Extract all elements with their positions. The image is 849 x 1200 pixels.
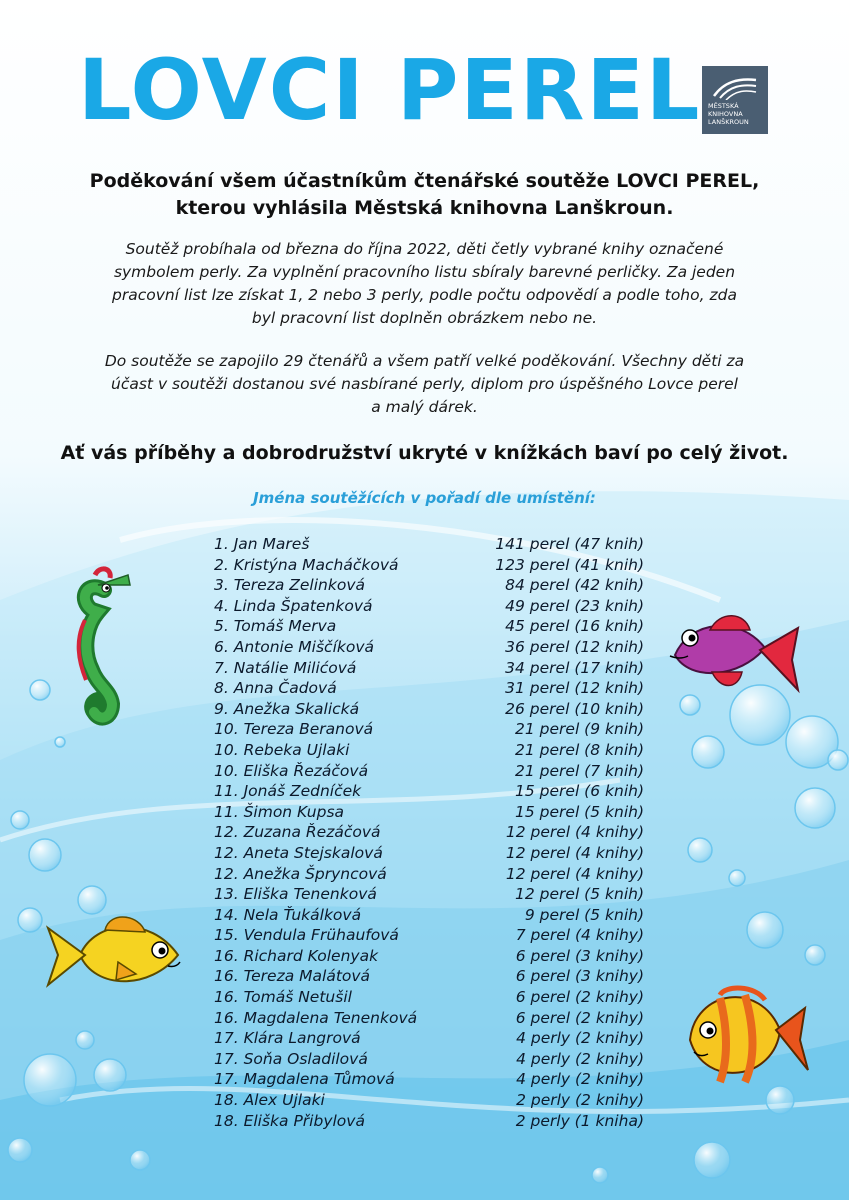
contestant-score: 21 perel (7 knih): [515, 761, 644, 780]
contestant-score: 15 perel (5 knih): [515, 802, 644, 821]
contestant-name: 1. Jan Mareš: [214, 535, 310, 553]
list-item: [214, 678, 644, 699]
contestant-name: 6. Antonie Miščíková: [214, 637, 375, 656]
contestant-score: 15 perel (6 knih): [515, 782, 644, 801]
contestant-score: 6 perel (3 knihy): [515, 967, 644, 986]
library-logo: [702, 66, 768, 134]
list-item: [214, 637, 644, 658]
list-item: [214, 884, 644, 905]
contestant-name: 12. Zuzana Řezáčová: [214, 823, 381, 842]
list-item: [214, 802, 644, 823]
contestant-name: 10. Eliška Řezáčová: [214, 761, 369, 780]
list-item: [214, 575, 644, 596]
contestant-name: 16. Tomáš Netušil: [214, 988, 352, 1007]
contestant-score: 6 perel (2 knihy): [515, 988, 644, 1007]
contestant-score: 4 perly (2 knihy): [516, 1070, 644, 1089]
contestant-name: 17. Soňa Osladilová: [214, 1049, 368, 1068]
list-item: [214, 925, 644, 946]
contestant-name: 7. Natálie Milićová: [214, 658, 357, 677]
list-item: [214, 1090, 644, 1111]
contestant-score: 6 perel (2 knihy): [515, 1008, 644, 1027]
list-item: [214, 740, 644, 761]
list-item: [214, 864, 644, 885]
contestant-name: 10. Tereza Beranová: [214, 720, 374, 739]
list-item: [214, 1049, 644, 1070]
contestant-score: 45 perel (16 knih): [505, 617, 644, 636]
contestant-score: 141 perel (47 knih): [495, 535, 644, 553]
contestant-name: 5. Tomáš Merva: [214, 617, 337, 636]
contestant-score: 26 perel (10 knih): [505, 699, 644, 718]
contestant-score: 6 perel (3 knihy): [515, 946, 644, 965]
contestant-name: 16. Magdalena Tenenková: [214, 1008, 418, 1027]
thanks-paragraph: Do soutěže se zapojilo 29 čtenářů a všem patří velké poděkování. Všechny děti za účast v soutěži dostanou své nasbírané perly, diplom pro úspěšného Lovce perel a malý dárek.: [104, 352, 745, 416]
contestant-score: 12 perel (4 knihy): [505, 823, 644, 842]
book-icon: [710, 72, 760, 100]
contestant-score: 36 perel (12 knih): [505, 637, 644, 656]
page-title: LOVCI PEREL: [78, 41, 702, 139]
contestant-score: 2 perly (2 knihy): [516, 1091, 644, 1110]
list-item: [214, 822, 644, 843]
list-item: [214, 534, 644, 555]
contestant-name: 18. Eliška Přibylová: [214, 1111, 365, 1130]
contestant-name: 11. Jonáš Zedníček: [214, 782, 362, 801]
contestant-name: 11. Šimon Kupsa: [214, 802, 345, 821]
contestant-name: 10. Rebeka Ujlaki: [214, 740, 350, 759]
contestant-name: 17. Magdalena Tůmová: [214, 1070, 395, 1089]
list-item: [214, 1008, 644, 1029]
list-item: [214, 843, 644, 864]
contestant-name: 9. Anežka Skalická: [214, 699, 360, 718]
contestant-name: 16. Tereza Malátová: [214, 967, 371, 986]
list-item: [214, 966, 644, 987]
contestant-score: 123 perel (41 knih): [495, 555, 644, 574]
list-item: [214, 987, 644, 1008]
contestant-score: 2 perly (1 kniha): [515, 1111, 644, 1130]
contestant-score: 12 perel (5 knih): [515, 885, 644, 904]
contestant-name: 17. Klára Langrová: [214, 1029, 361, 1048]
list-item: [214, 596, 644, 617]
contestant-name: 12. Aneta Stejskalová: [214, 843, 383, 862]
description-paragraph: Soutěž probíhala od března do října 2022, děti četly vybrané knihy označené symbolem perly. Za vyplnění pracovního listu sbíraly barevné perličky. Za jeden pracovní list lze získat 1, 2 nebo 3 perly, podle počtu odpovědí a podle toho, zda byl pracovní list doplněn obrázkem nebo ne.: [112, 240, 737, 327]
contestant-score: 34 perel (17 knih): [505, 658, 644, 677]
list-item: [214, 1069, 644, 1090]
contestant-score: 12 perel (4 knihy): [505, 864, 644, 883]
contestant-score: 7 perel (4 knihy): [515, 926, 644, 945]
list-item: [214, 658, 644, 679]
list-item: [214, 719, 644, 740]
contestant-name: 18. Alex Ujlaki: [214, 1091, 325, 1110]
contestant-name: 12. Anežka Šprynсová: [214, 864, 387, 883]
contestant-score: 31 perel (12 knih): [505, 679, 644, 698]
contestant-score: 21 perel (9 knih): [515, 720, 644, 739]
contestant-name: 8. Anna Čadová: [214, 679, 337, 698]
contestant-name: 4. Linda Špatenková: [214, 596, 373, 615]
list-item: [214, 555, 644, 576]
standings-list: [214, 534, 644, 1131]
standings-heading: Jména soutěžících v pořadí dle umístění:: [253, 489, 596, 507]
contestant-score: 84 perel (42 knih): [505, 576, 644, 595]
contestant-score: 12 perel (4 knihy): [505, 843, 644, 862]
contestant-name: 2. Kristýna Macháčková: [214, 555, 399, 574]
contestant-name: 3. Tereza Zelinková: [214, 576, 365, 595]
list-item: [214, 761, 644, 782]
contestant-name: 13. Eliška Tenenková: [214, 885, 377, 904]
contestant-score: 4 perly (2 knihy): [516, 1049, 644, 1068]
list-item: [214, 946, 644, 967]
list-item: [214, 699, 644, 720]
list-item: [214, 1111, 644, 1132]
logo-text: MĚSTSKÁ KNIHOVNA LANŠKROUN: [708, 102, 749, 126]
list-item: [214, 781, 644, 802]
list-item: [214, 616, 644, 637]
wish-heading: Ať vás příběhy a dobrodružství ukryté v knížkách baví po celý život.: [60, 442, 789, 464]
list-item: [214, 1028, 644, 1049]
contestant-score: 21 perel (8 knih): [515, 740, 644, 759]
contestant-score: 9 perel (5 knih): [524, 905, 644, 924]
contestant-score: 4 perly (2 knihy): [516, 1029, 644, 1048]
contestant-score: 49 perel (23 knih): [505, 596, 644, 615]
intro-heading: Poděkování všem účastníkům čtenářské soutěže LOVCI PEREL, kterou vyhlásila Městská knihovna Lanškroun.: [89, 170, 760, 219]
list-item: [214, 905, 644, 926]
contestant-name: 14. Nela Ťukálková: [214, 905, 362, 924]
contestant-name: 16. Richard Kolenyak: [214, 946, 379, 965]
contestant-name: 15. Vendula Frühaufová: [214, 926, 399, 945]
